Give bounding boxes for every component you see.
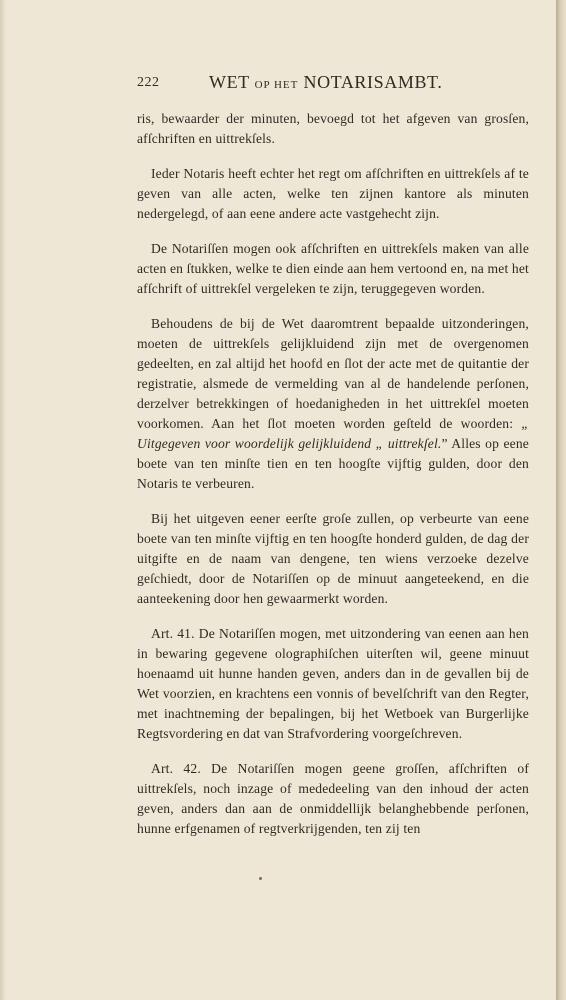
paragraph-4 xyxy=(137,314,529,494)
running-title-part1: WET xyxy=(209,72,250,92)
page-header xyxy=(137,72,529,96)
paragraph-4-rest: ” Alles op eene boete van ten minſte tien en ten hoogſte vijftig gulden, door den Notaris te verbeuren. xyxy=(137,436,529,491)
paragraph-2: Ieder Notaris heeft echter het regt om afſchriften en uittrekſels af te geven van alle acten, welke ten zijnen kantore als minuten nedergelegd, of aan eene andere acte vastgehecht zijn. xyxy=(137,166,529,221)
running-title-small: OP HET xyxy=(254,79,299,91)
paragraph-1: ris, bewaarder der minuten, bevoegd tot het afgeven van grosſen, afſchriften en uittrekſels. xyxy=(137,111,529,146)
page-number: 222 xyxy=(137,75,160,90)
article-41: Art. 41. De Notariſſen mogen, met uitzondering van eenen aan hen in bewaring gegevene olographiſchen uiterſten wil, geene minuut hoenaamd uit hunne handen geven, anders dan in de gevallen bij de Wet voorzien, en krachtens een vonnis of bevelſchrift van den Regter, met inachtneming der bepalingen, bij het Wetboek van Burgerlijke Regtsvordering en dat van Strafvordering voorgeſchreven. xyxy=(137,626,529,741)
page-gutter-shadow xyxy=(0,0,6,1000)
article-42: Art. 42. De Notariſſen mogen geene groſſen, afſchriften of uittrekſels, noch inzage of mededeeling van den inhoud der acten geven, anders dan aan de onmiddellijk belanghebbende perſonen, hunne erfgenamen of regtverkrijgenden, ten zij ten xyxy=(137,761,529,836)
paragraph-3: De Notariſſen mogen ook afſchriften en uittrekſels maken van alle acten en ſtukken, welke te dien einde aan hem vertoond en, na met het afſchrift of uittrekſel vergeleken te zijn, teruggegeven worden. xyxy=(137,241,529,296)
running-title xyxy=(209,72,442,93)
page-edge-shadow xyxy=(556,0,566,1000)
paragraph-4-text: Behoudens de bij de Wet daaromtrent bepaalde uitzonderingen, moeten de uittrekſels gelijkluidend zijn met de overgenomen gedeelten, en zal altijd het hoofd en ſlot der acte met de quitantie der registratie, alsmede de vermelding van al de handelende perſonen, derzelver betrekkingen of hoedanigheden in het uittrekſel moeten voorkomen. Aan het ſlot moeten worden geſteld de woorden: xyxy=(137,316,529,431)
paragraph-5: Bij het uitgeven eener eerſte groſe zullen, op verbeurte van eene boete van ten minſte vijftig en ten hoogſte honderd gulden, de dag der uitgifte en de naam van dengene, ten wiens verzoeke dezelve geſchiedt, door de Notariſſen op de minuut aangeteekend, en die aanteekening door hen gewaarmerkt worden. xyxy=(137,511,529,606)
paper-speck xyxy=(259,877,262,880)
paragraph-4-quote: „ Uitgegeven voor woordelijk gelijkluidend „ uittrekſel. xyxy=(137,416,529,451)
running-title-part2: NOTARISAMBT. xyxy=(303,72,443,92)
page-body xyxy=(137,109,529,854)
